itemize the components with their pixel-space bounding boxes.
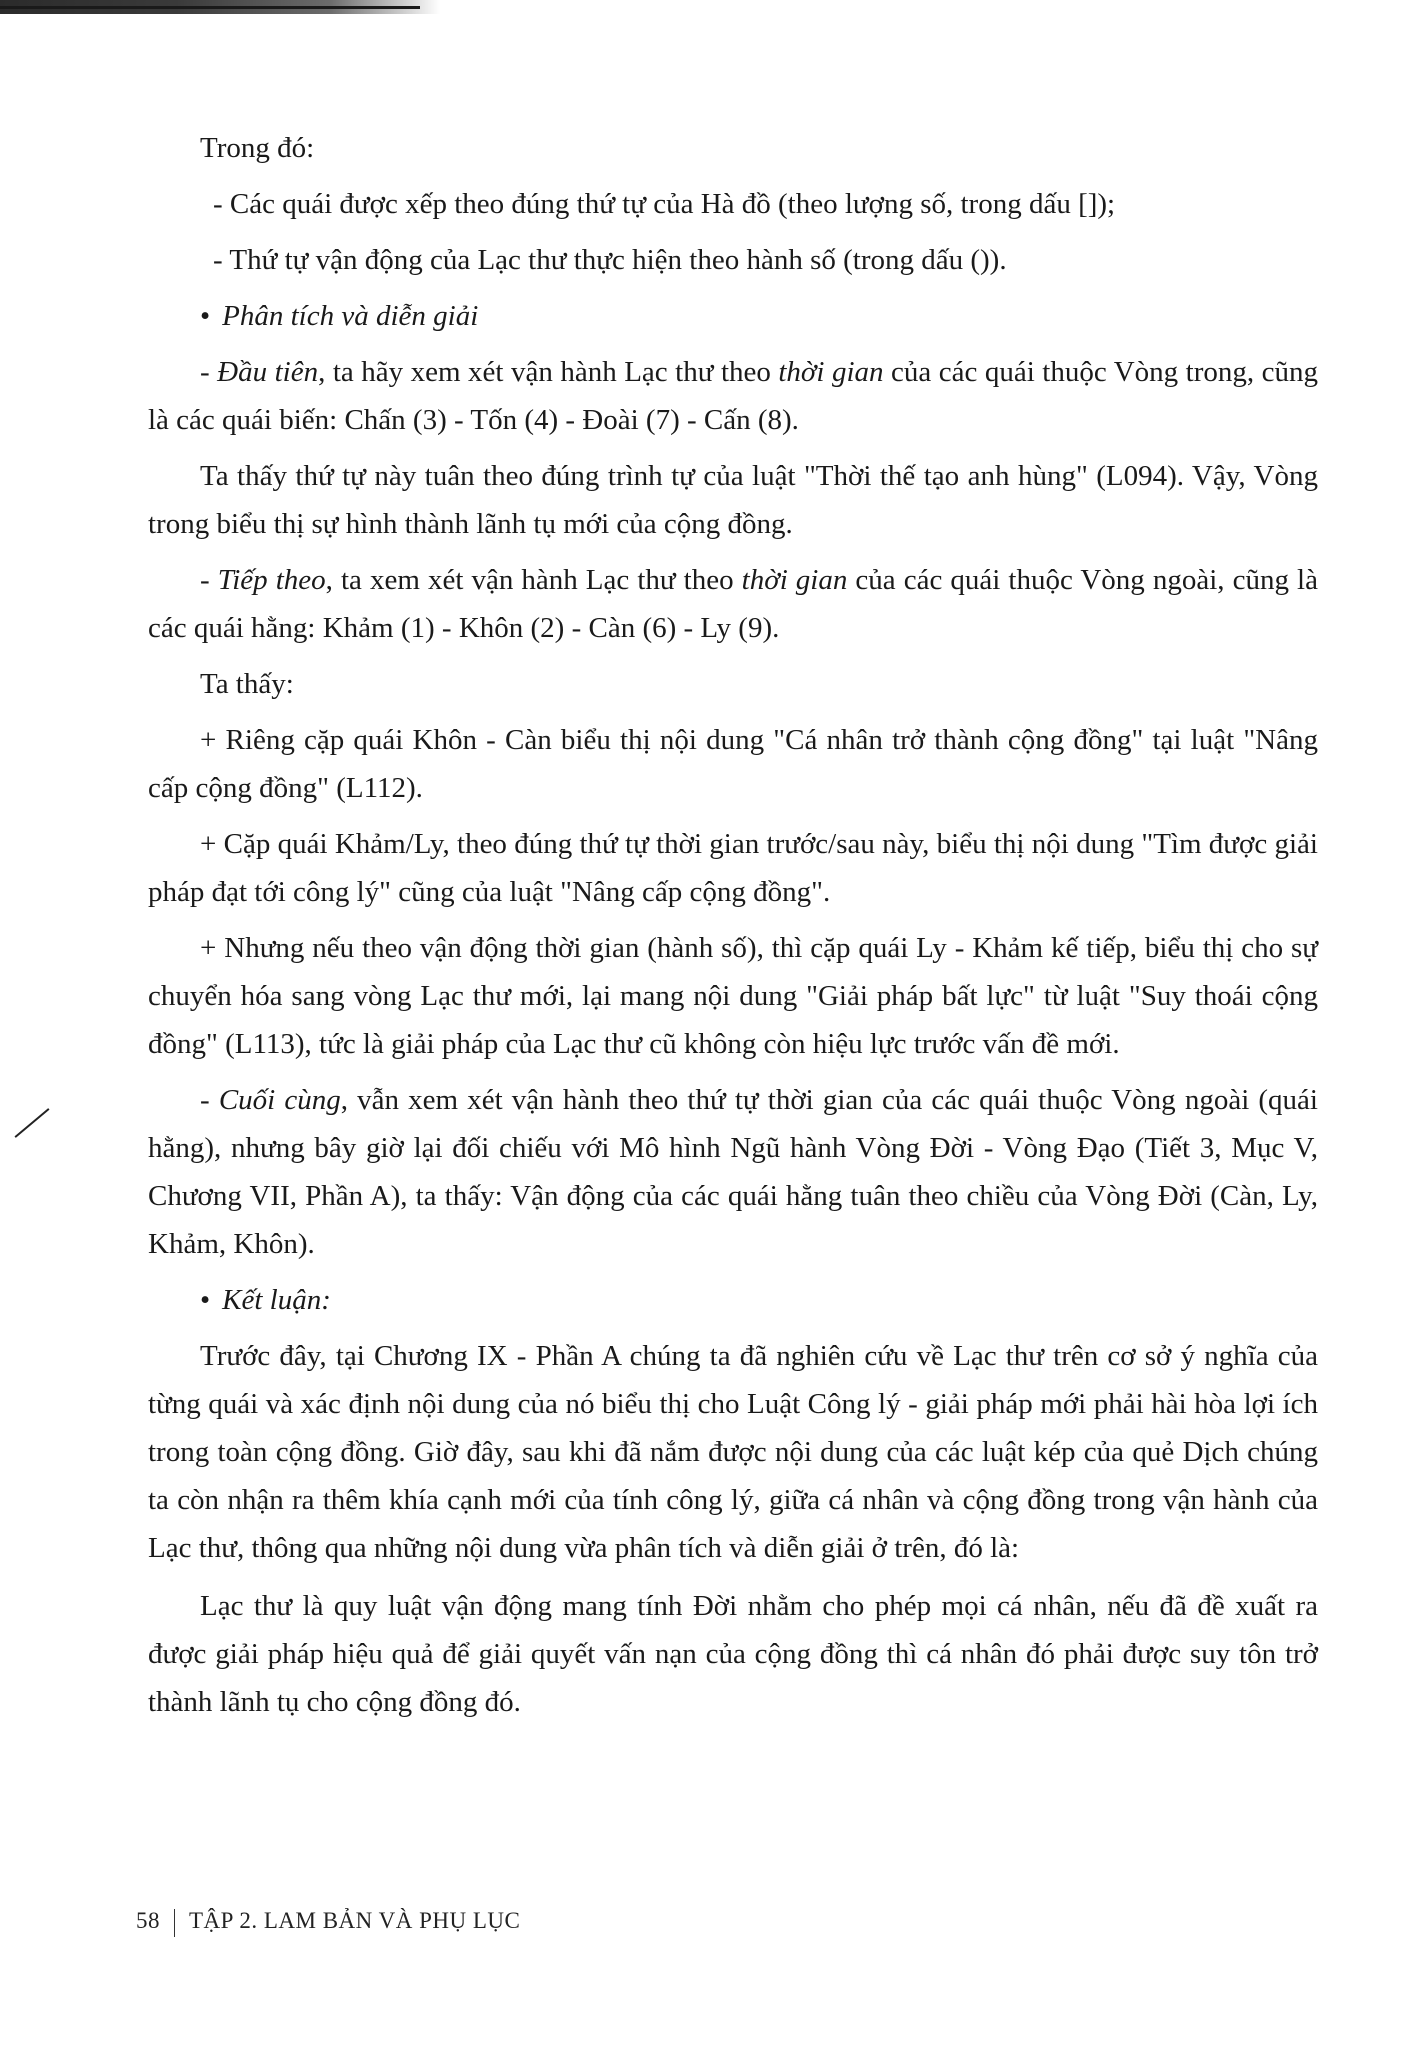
paragraph: Ta thấy:: [200, 668, 294, 700]
lead-dash: -: [200, 1084, 219, 1116]
scan-artifact: [0, 0, 440, 14]
section-heading: • Phân tích và diễn giải: [148, 292, 1318, 340]
paragraph-last: [148, 1076, 1318, 1268]
paragraph: Lạc thư là quy luật vận động mang tính Đời nhằm cho phép mọi cá nhân, nếu đã đề xuất ra được giải pháp hiệu quả để giải quyết vấn nạn của cộng đồng thì cá nhân đó phải được suy tôn trở thành lãnh tụ cho cộng đồng đó.: [148, 1590, 1318, 1718]
page-body: [148, 124, 1318, 1734]
paragraph: + Nhưng nếu theo vận động thời gian (hành số), thì cặp quái Ly - Khảm kế tiếp, biểu thị cho sự chuyển hóa sang vòng Lạc thư mới, lại mang nội dung "Giải pháp bất lực" từ luật "Suy thoái cộng đồng" (L113), tức là giải pháp của Lạc thư cũ không còn hiệu lực trước vấn đề mới.: [148, 932, 1318, 1060]
text-run: , vẫn xem xét vận hành theo thứ tự thời gian của các quái thuộc Vòng ngoài (quái hằng), nhưng bây giờ lại đối chiếu với Mô hình Ngũ hành Vòng Đời - Vòng Đạo (Tiết 3, Mục V, Chương VII, Phần A), ta thấy: Vận động của các quái hằng tuân theo chiều của Vòng Đời (Càn, Ly, Khảm, Khôn).: [148, 1084, 1318, 1260]
list-item: - Thứ tự vận động của Lạc thư thực hiện theo hành số (trong dấu ()).: [213, 244, 1007, 276]
paragraph: Ta thấy thứ tự này tuân theo đúng trình tự của luật "Thời thế tạo anh hùng" (L094). Vậy, Vòng trong biểu thị sự hình thành lãnh tụ mới của cộng đồng.: [148, 460, 1318, 540]
text-run: , ta xem xét vận hành Lạc thư theo: [325, 564, 742, 596]
paragraph: Trước đây, tại Chương IX - Phần A chúng ta đã nghiên cứu về Lạc thư trên cơ sở ý nghĩa của từng quái và xác định nội dung của nó biểu thị cho Luật Công lý - giải pháp mới phải hài hòa lợi ích trong toàn cộng đồng. Giờ đây, sau khi đã nắm được nội dung của các luật kép của quẻ Dịch chúng ta còn nhận ra thêm khía cạnh mới của tính công lý, giữa cá nhân và cộng đồng trong vận hành của Lạc thư, thông qua những nội dung vừa phân tích và diễn giải ở trên, đó là:: [148, 1340, 1318, 1564]
paragraph: + Riêng cặp quái Khôn - Càn biểu thị nội dung "Cá nhân trở thành cộng đồng" tại luật "Nâng cấp cộng đồng" (L112).: [148, 724, 1318, 804]
emphasis: Cuối cùng: [218, 1084, 341, 1116]
page-footer: [136, 1908, 520, 1937]
paragraph: Trong đó:: [200, 132, 315, 164]
pen-mark: [15, 1108, 50, 1138]
text-run: của các quái thuộc Vòng: [847, 564, 1145, 596]
lead-dash: -: [200, 564, 218, 596]
emphasis: thời gian: [741, 564, 848, 596]
list-item: - Các quái được xếp theo đúng thứ tự của Hà đồ (theo lượng số, trong dấu []);: [213, 188, 1116, 220]
text-run: trong, cũng là các quái biến: Chấn (3) - Tốn (4) - Đoài (7) - Cấn (8).: [148, 356, 1318, 436]
paragraph: + Cặp quái Khảm/Ly, theo đúng thứ tự thời gian trước/sau này, biểu thị nội dung "Tìm được giải pháp đạt tới công lý" cũng của luật "Nâng cấp cộng đồng".: [148, 828, 1318, 908]
text-run: , ta hãy xem xét vận hành Lạc thư theo: [318, 356, 779, 388]
section-heading: • Kết luận:: [148, 1276, 1318, 1324]
page-number: 58: [136, 1908, 160, 1933]
emphasis: thời gian: [778, 356, 884, 388]
lead-dash: -: [200, 356, 218, 388]
emphasis: Đầu tiên: [217, 356, 319, 388]
footer-divider: [174, 1909, 175, 1937]
text-run: ngoài, cũng là các quái hằng: Khảm (1) - Khôn (2) - Càn (6) - Ly (9).: [148, 564, 1318, 644]
paragraph-first: [148, 348, 1318, 444]
emphasis: Tiếp theo: [217, 564, 326, 596]
running-title: TẬP 2. LAM BẢN VÀ PHỤ LỤC: [189, 1908, 521, 1933]
text-run: của các quái thuộc Vòng: [883, 356, 1179, 388]
paragraph-next: [148, 556, 1318, 652]
